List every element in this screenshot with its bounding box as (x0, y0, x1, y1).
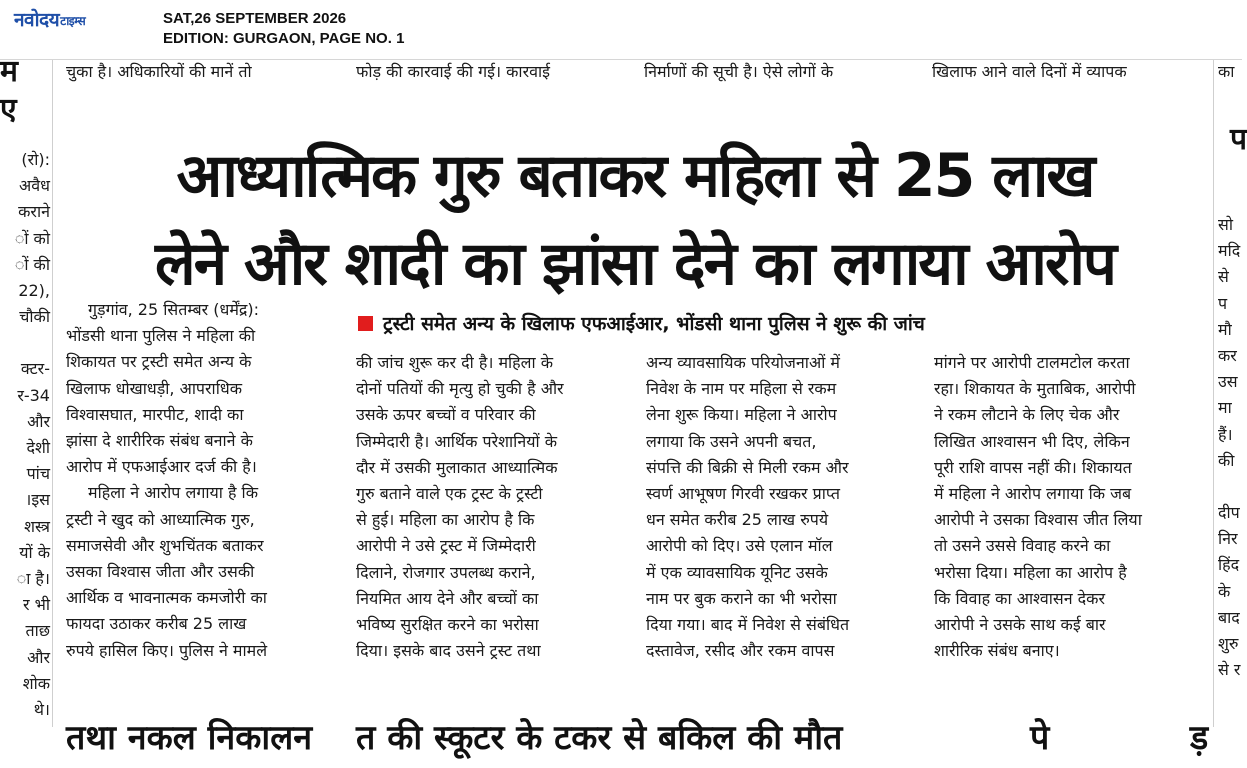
right-edge-line: कर (1218, 346, 1237, 366)
article-line: लेना शुरू किया। महिला ने आरोप (646, 405, 837, 425)
article-line: दोनों पतियों की मृत्यु हो चुकी है और (356, 379, 564, 399)
article-line: आरोप में एफआईआर दर्ज की है। (66, 457, 257, 477)
right-edge-line: शुरु (1218, 634, 1239, 654)
left-edge-line: थे। (33, 700, 50, 720)
article-line: उसके ऊपर बच्चों व परिवार की (356, 405, 536, 425)
left-edge-big-letter: ए (0, 92, 17, 127)
article-line: आरोपी ने उसका विश्वास जीत लिया (934, 510, 1142, 530)
article-line: रहा। शिकायत के मुताबिक, आरोपी (934, 379, 1136, 399)
right-edge-line: मदि (1218, 241, 1241, 261)
article-line: दौर में उसकी मुलाकात आध्यात्मिक (356, 457, 558, 477)
article-line: की जांच शुरू कर दी है। महिला के (356, 353, 554, 372)
article-line: शिकायत पर ट्रस्टी समेत अन्य के (66, 352, 252, 372)
right-edge-big-letter: प (1230, 122, 1247, 157)
right-edge-line: दीप (1218, 503, 1240, 523)
article-line: में महिला ने आरोप लगाया कि जब (934, 484, 1132, 504)
next-article-headline[interactable]: तथा नकल निकालन (66, 718, 313, 758)
right-edge-line: से प (1218, 267, 1229, 313)
edition-meta (163, 9, 404, 49)
article-line: आरोपी को दिए। उसे एलान मॉल (646, 536, 833, 556)
right-edge-column (1218, 212, 1242, 683)
left-edge-line: ।इस (25, 490, 50, 510)
article-line: संपत्ति की बिक्री से मिली रकम और (646, 457, 849, 477)
article-headline-line1[interactable]: आध्यात्मिक गुरु बताकर महिला से 25 लाख (176, 141, 1094, 211)
article-line: भविष्य सुरक्षित करने का भरोसा (356, 615, 539, 635)
article-line: शारीरिक संबंध बनाए। (934, 641, 1060, 661)
newspaper-page[interactable] (0, 54, 1247, 758)
article-line: मांगने पर आरोपी टालमटोल करता (934, 353, 1130, 372)
article-line: उसका विश्वास जीता और उसकी (66, 562, 255, 582)
next-article-headline[interactable]: पे (1030, 718, 1050, 758)
right-edge-line: मा (1218, 398, 1232, 418)
article-line: महिला ने आरोप लगाया है कि (88, 483, 258, 503)
article-line: भोंडसी थाना पुलिस ने महिला की (66, 326, 256, 346)
article-line: नाम पर बुक कराने का भी भरोसा (646, 588, 837, 608)
top-strip-text: निर्माणों की सूची है। ऐसे लोगों के (644, 62, 834, 81)
left-edge-line: ताछ (25, 621, 50, 641)
article-subhead (358, 309, 925, 339)
article-line: स्वर्ण आभूषण गिरवी रखकर प्राप्त (646, 484, 840, 504)
left-edge-line: यों के (19, 542, 50, 562)
article-subhead-text: ट्रस्टी समेत अन्य के खिलाफ एफआईआर, भोंडसी थाना पुलिस ने शुरू की जांच (383, 313, 925, 335)
article-line: आर्थिक व भावनात्मक कमजोरी का (66, 588, 267, 608)
left-edge-line: अवैध (19, 176, 50, 196)
right-edge-line: उस (1218, 372, 1238, 392)
article-line: धन समेत करीब 25 लाख रुपये (646, 510, 829, 530)
left-edge-line: 22), (18, 281, 50, 301)
next-article-headline[interactable]: ड़ (1190, 718, 1209, 758)
left-edge-line: पांच (26, 464, 50, 484)
article-line: समाजसेवी और शुभचिंतक बताकर (66, 535, 264, 555)
article-column-3 (646, 350, 908, 664)
left-edge-line: ा है। (16, 569, 50, 589)
article-line: रुपये हासिल किए। पुलिस ने मामले (66, 640, 268, 660)
top-strip-text: का (1218, 62, 1235, 81)
top-bar (0, 0, 1242, 60)
left-edge-line: देशी (26, 438, 50, 458)
right-edge-line: निर (1218, 529, 1238, 549)
left-edge-line: ों की (14, 254, 50, 274)
left-edge-line: शस्त्र (24, 516, 50, 536)
article-line: लगाया कि उसने अपनी बचत, (646, 431, 817, 451)
edition-page: EDITION: GURGAON, PAGE NO. 1 (163, 30, 405, 47)
article-column-2 (356, 350, 618, 664)
publication-logo[interactable] (14, 9, 85, 31)
article-line: फायदा उठाकर करीब 25 लाख (66, 614, 247, 634)
logo-small-text: टाइम्स (60, 14, 86, 28)
column-divider (1213, 60, 1214, 727)
left-edge-line: (रो): (21, 150, 50, 169)
left-edge-line: र भी (22, 595, 50, 615)
article-line: गुरु बताने वाले एक ट्रस्ट के ट्रस्टी (356, 484, 543, 504)
dateline: गुड़गांव, 25 सितम्बर (धर्मेंद्र): (88, 300, 260, 319)
top-strip-text: फोड़ की कारवाई की गई। कारवाई (356, 62, 551, 81)
column-divider (52, 60, 53, 727)
article-line: दिया। इसके बाद उसने ट्रस्ट तथा (356, 641, 541, 661)
left-edge-line: कराने (18, 202, 50, 222)
article-line: खिलाफ धोखाधड़ी, आपराधिक (66, 378, 242, 398)
left-edge-line: चौकी (19, 307, 50, 327)
article-headline-line2[interactable]: लेने और शादी का झांसा देने का लगाया आरोप (155, 229, 1115, 299)
edition-date: SAT,26 SEPTEMBER 2026 (163, 10, 347, 27)
left-edge-line: शोक (22, 673, 50, 693)
article-line: दस्तावेज, रसीद और रकम वापस (646, 641, 835, 661)
right-edge-line: हिंद (1218, 555, 1240, 575)
top-strip-text: खिलाफ आने वाले दिनों में व्यापक (932, 62, 1127, 81)
article-line: ने रकम लौटाने के लिए चेक और (934, 405, 1120, 425)
top-strip-text: चुका है। अधिकारियों की मानें तो (66, 62, 252, 81)
article-line: तो उसने उससे विवाह करने का (934, 536, 1111, 556)
left-edge-column (0, 147, 50, 723)
left-edge-big-letter: म (0, 54, 18, 89)
right-edge-line: बाद (1218, 607, 1240, 627)
article-line: ट्रस्टी ने खुद को आध्यात्मिक गुरु, (66, 509, 255, 529)
article-column-4 (934, 350, 1204, 664)
red-square-bullet-icon (358, 316, 373, 331)
article-line: अन्य व्यावसायिक परियोजनाओं में (646, 353, 840, 372)
right-edge-line: हैं। (1218, 424, 1233, 444)
article-line: निवेश के नाम पर महिला से रकम (646, 379, 837, 399)
article-line: भरोसा दिया। महिला का आरोप है (934, 562, 1127, 582)
left-edge-line: र-34 (17, 385, 50, 405)
article-line: नियमित आय देने और बच्चों का (356, 588, 539, 608)
article-line: दिया गया। बाद में निवेश से संबंधित (646, 615, 850, 635)
article-line: पूरी राशि वापस नहीं की। शिकायत (934, 457, 1132, 477)
article-line: कि विवाह का आश्वासन देकर (934, 588, 1106, 608)
right-edge-line: सो (1218, 215, 1233, 234)
right-edge-line: से र (1218, 660, 1241, 680)
article-line: विश्वासघात, मारपीट, शादी का (66, 404, 244, 424)
right-edge-line: की (1218, 450, 1235, 470)
right-edge-line: के (1218, 581, 1231, 601)
left-edge-line: क्टर- (20, 359, 50, 379)
article-line: आरोपी ने उसके साथ कई बार (934, 615, 1106, 635)
article-line: में एक व्यावसायिक यूनिट उसके (646, 562, 828, 582)
article-line: से हुई। महिला का आरोप है कि (356, 510, 535, 530)
left-edge-line: और (27, 411, 50, 431)
left-edge-line: और (27, 647, 50, 667)
article-line: लिखित आश्वासन भी दिए, लेकिन (934, 431, 1130, 451)
article-column-1 (66, 297, 328, 664)
article-line: आरोपी ने उसे ट्रस्ट में जिम्मेदारी (356, 536, 536, 556)
right-edge-line: मौ (1218, 319, 1232, 339)
article-line: जिम्मेदारी है। आर्थिक परेशानियों के (356, 431, 558, 451)
left-edge-line: ों को (14, 228, 50, 248)
next-article-headline[interactable]: त की स्कूटर के टकर से बकिल की मौत (356, 718, 843, 758)
logo-main-text: नवोदय (14, 9, 60, 31)
article-line: झांसा दे शारीरिक संबंध बनाने के (66, 431, 253, 451)
article-line: दिलाने, रोजगार उपलब्ध कराने, (356, 562, 536, 582)
